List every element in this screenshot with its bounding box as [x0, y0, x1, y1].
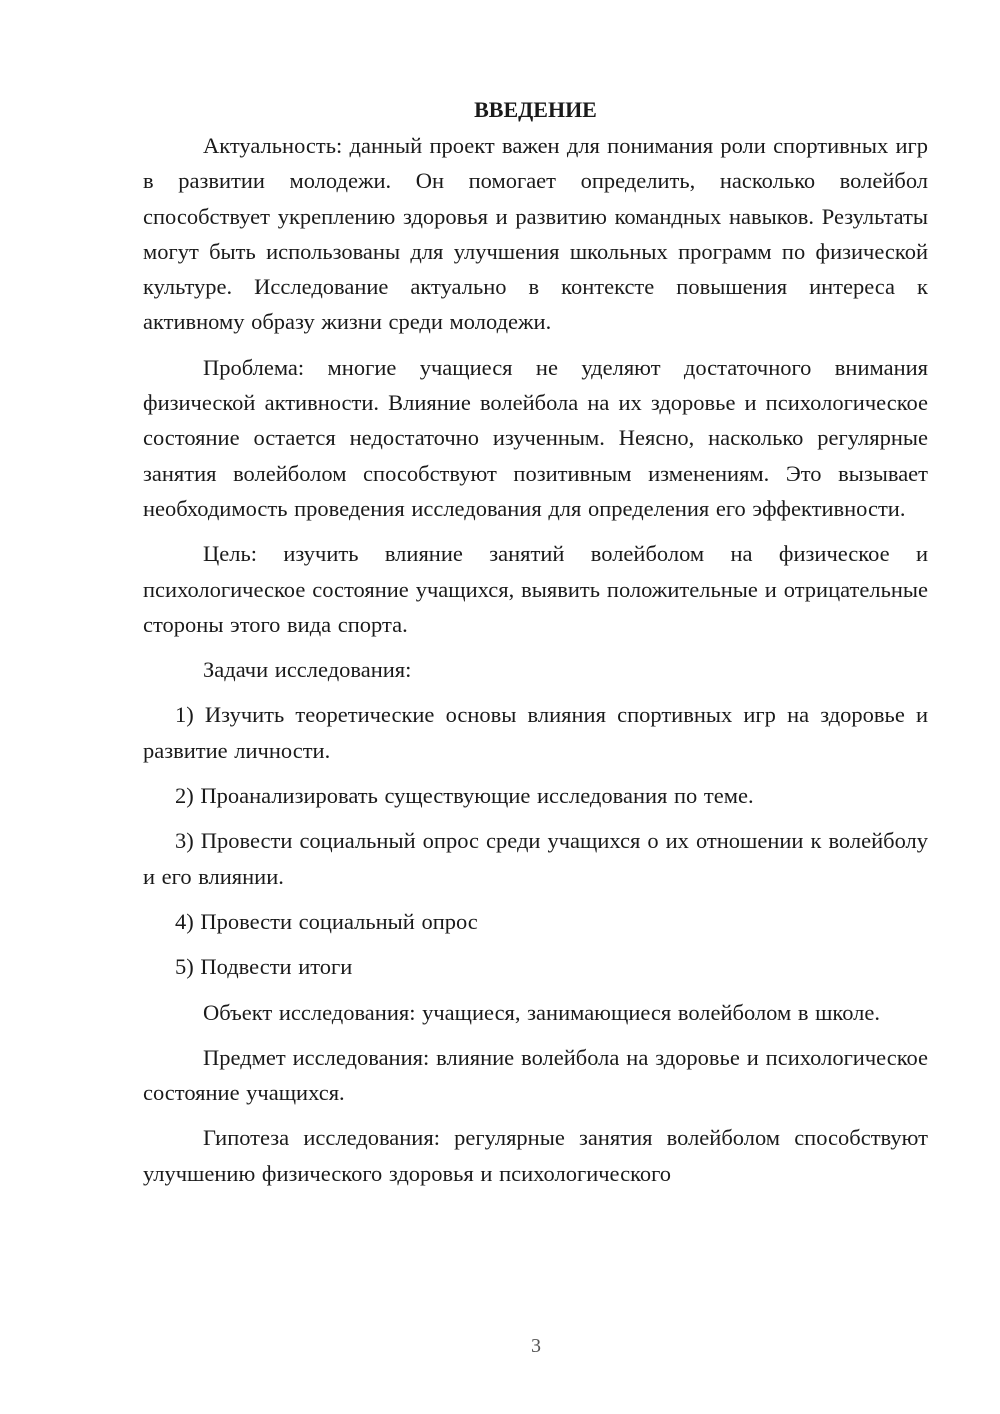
paragraph-relevance: Актуальность: данный проект важен для понимания роли спортивных игр в развитии молодежи. Он помогает определить, насколько волейбол способствует укреплению здоровья и развитию командных навыков. Результаты могут быть использованы для улучшения школьных программ по физической культуре. Исследование актуально в контексте повышения интереса к активному образу жизни среди молодежи.	[143, 133, 928, 335]
document-page	[143, 95, 928, 1191]
paragraph-object: Объект исследования: учащиеся, занимающиеся волейболом в школе.	[203, 999, 881, 1025]
task-item-3: 3) Провести социальный опрос среди учащихся о их отношении к волейболу и его влиянии.	[143, 828, 928, 889]
paragraph-goal: Цель: изучить влияние занятий волейболом на физическое и психологическое состояние учащихся, выявить положительные и отрицательные стороны этого вида спорта.	[143, 541, 928, 637]
task-item-2: 2) Проанализировать существующие исследования по теме.	[175, 783, 754, 809]
page-number: 3	[531, 1335, 541, 1357]
task-item-4: 4) Провести социальный опрос	[175, 908, 478, 934]
task-item-5: 5) Подвести итоги	[175, 954, 353, 980]
section-title: ВВЕДЕНИЕ	[474, 97, 597, 122]
paragraph-tasks-heading: Задачи исследования:	[203, 657, 412, 683]
paragraph-subject: Предмет исследования: влияние волейбола на здоровье и психологическое состояние учащихся.	[143, 1044, 928, 1106]
paragraph-hypothesis: Гипотеза исследования: регулярные занятия волейболом способствуют улучшению физического здоровья и психологического	[143, 1125, 928, 1186]
task-item-1: 1) Изучить теоретические основы влияния спортивных игр на здоровье и развитие личности.	[143, 702, 928, 763]
paragraph-problem: Проблема: многие учащиеся не уделяют достаточного внимания физической активности. Влияние волейбола на их здоровье и психологическое состояние остается недостаточно изученным. Неясно, насколько регулярные занятия волейболом способствуют позитивным изменениям. Это вызывает необходимость проведения исследования для определения его эффективности.	[143, 354, 928, 521]
